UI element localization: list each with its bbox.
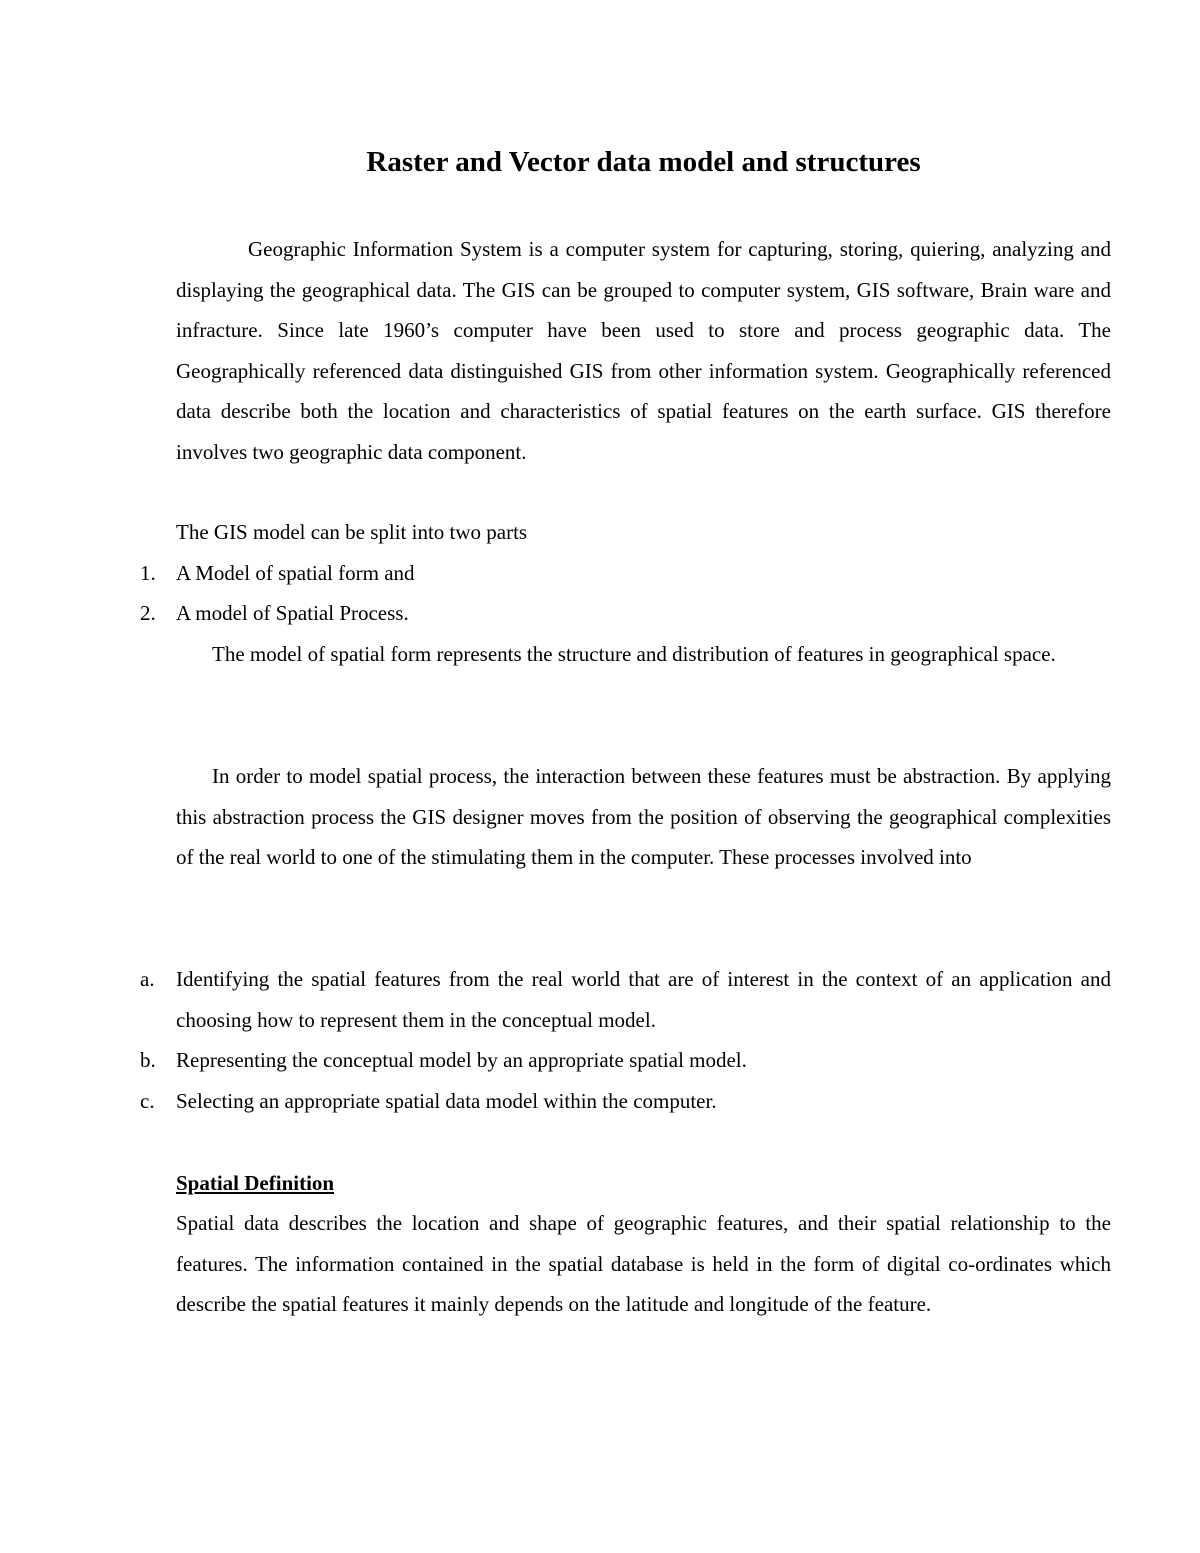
model-intro-line: The GIS model can be split into two parts [176,520,528,544]
process-step-item [140,959,1111,1040]
list-item-text: A model of Spatial Process. [176,601,409,625]
spatial-definition-heading: Spatial Definition [176,1171,335,1195]
spatial-process-paragraph: In order to model spatial process, the interaction between these features must be abstraction. By applying this abstraction process the GIS designer moves from the position of observing the geographical complexities of the real world to one of the stimulating them in the computer. These processes involved into [176,764,1111,869]
list-item-text: Identifying the spatial features from the real world that are of interest in the context of an application and choosing how to represent them in the conceptual model. [176,967,1111,1032]
list-marker: b. [140,1048,156,1072]
intro-paragraph: Geographic Information System is a computer system for capturing, storing, quiering, analyzing and displaying the geographical data. The GIS can be grouped to computer system, GIS software, Brain ware and infracture. Since late 1960’s computer have been used to store and process geographic data. The Geographically referenced data distinguished GIS from other information system. Geographically referenced data describe both the location and characteristics of spatial features on the earth surface. GIS therefore involves two geographic data component. [176,237,1111,464]
list-item-text: Representing the conceptual model by an appropriate spatial model. [176,1048,747,1072]
list-marker: 2. [140,601,156,625]
list-marker: a. [140,967,155,991]
model-part-item [140,553,1111,594]
list-marker: 1. [140,561,156,585]
document-title: Raster and Vector data model and structures [366,146,921,178]
process-step-item [140,1081,1111,1122]
list-item-text: Selecting an appropriate spatial data model within the computer. [176,1089,717,1113]
process-step-item [140,1040,1111,1081]
spatial-form-paragraph: The model of spatial form represents the structure and distribution of features in geographical space. [212,642,1056,666]
model-part-item [140,593,1111,634]
spatial-definition-paragraph: Spatial data describes the location and shape of geographic features, and their spatial relationship to the features. The information contained in the spatial database is held in the form of digital co-ordinates which describe the spatial features it mainly depends on the latitude and longitude of the feature. [176,1211,1111,1316]
list-item-text: A Model of spatial form and [176,561,415,585]
list-marker: c. [140,1089,155,1113]
